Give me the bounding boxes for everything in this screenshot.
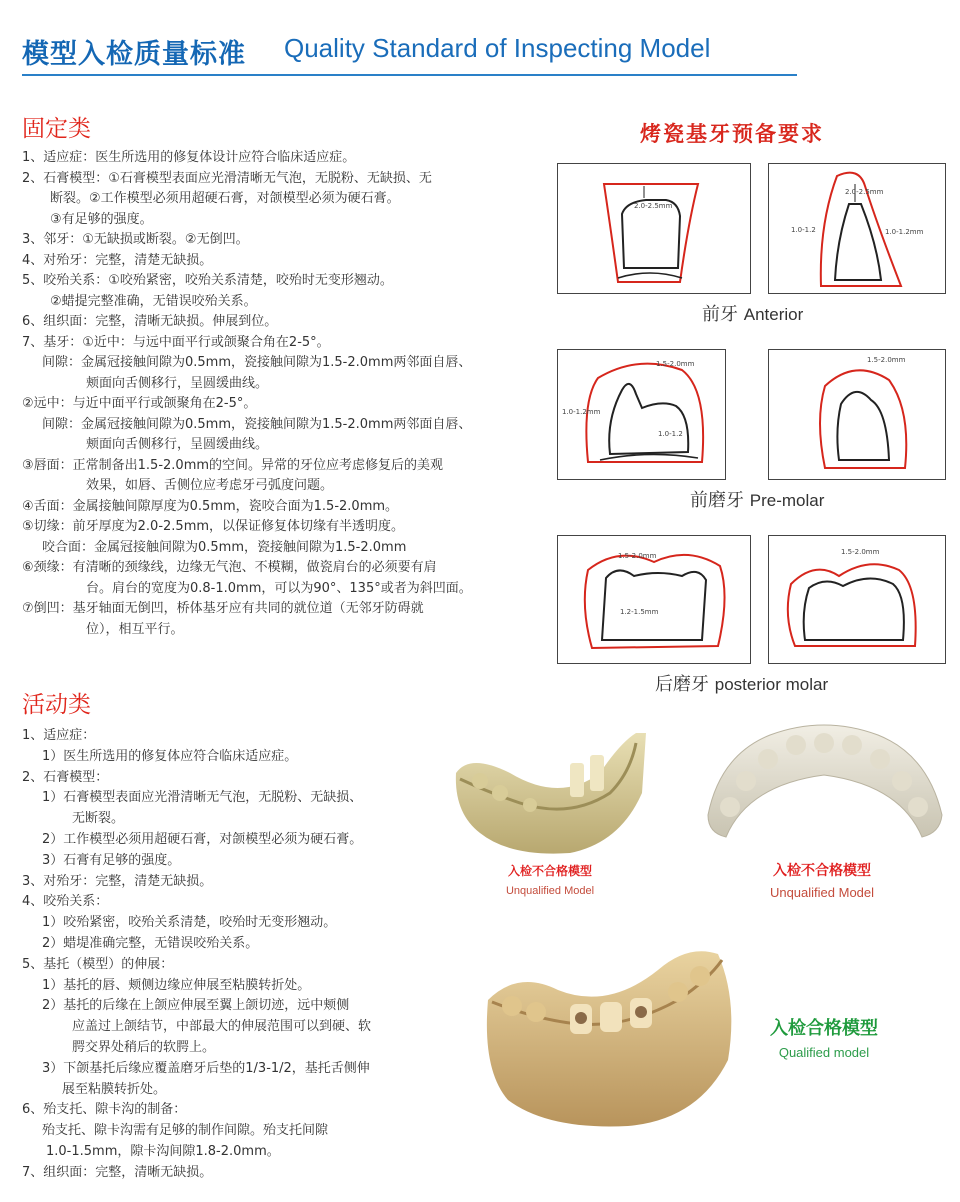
removable-line: 殆支托、隙卡沟需有足够的制作间隙。殆支托间隙 <box>42 1123 329 1139</box>
removable-line: 7、组织面：完整，清晰无缺损。 <box>22 1164 213 1180</box>
qualified-model-photo <box>478 940 740 1130</box>
diagram-molar-buccal <box>557 535 751 664</box>
removable-line: 3、对殆牙：完整，清楚无缺损。 <box>22 873 213 889</box>
measure-label: 2.0-2.5mm <box>634 202 673 210</box>
fixed-line: 咬合面：金属冠接触间隙为0.5mm，瓷接触间隙为1.5-2.0mm <box>42 539 407 555</box>
fixed-line: ⑦倒凹：基牙轴面无倒凹，桥体基牙应有共同的就位道（无邻牙防碍就 <box>22 601 424 616</box>
removable-line: 无断裂。 <box>72 811 125 827</box>
removable-line: 应盖过上颌结节，中部最大的伸展范围可以到硬、软 <box>72 1019 372 1035</box>
fixed-line: 7、基牙：①近中：与远中面平行或颌聚合角在2-5°。 <box>22 334 330 350</box>
removable-line: 2）基托的后缘在上颌应伸展至翼上颌切迹，远中颊侧 <box>42 998 350 1014</box>
unqualified-label-1 <box>470 862 630 897</box>
fixed-line: 1、适应症：医生所选用的修复体设计应符合临床适应症。 <box>22 150 356 165</box>
removable-line: 2、石膏模型： <box>22 769 109 785</box>
header-divider <box>22 74 797 76</box>
fixed-line: ②蜡提完整准确，无错误咬殆关系。 <box>50 293 257 309</box>
caption-en: posterior molar <box>714 675 829 694</box>
fixed-line: 位），相互平行。 <box>86 621 184 637</box>
fixed-line: 颊面向舌侧移行，呈圆缓曲线。 <box>86 437 269 452</box>
diagram-premolar-buccal <box>557 349 726 480</box>
fixed-line: 3、邻牙：①无缺损或断裂。②无倒凹。 <box>22 232 249 247</box>
fixed-line: 间隙：金属冠接触间隙为0.5mm，瓷接触间隙为1.5-2.0mm两邻面自唇、 <box>42 416 472 432</box>
removable-line: 5、基托（模型）的伸展： <box>22 956 174 972</box>
label-zh: 入检不合格模型 <box>773 863 871 879</box>
label-en: Unqualified Model <box>505 885 595 897</box>
caption-en: Anterior <box>743 305 804 324</box>
fixed-requirements-list <box>22 148 472 640</box>
removable-line: 1）医生所选用的修复体应符合临床适应症。 <box>42 748 298 764</box>
fixed-line: 2、石膏模型：①石膏模型表面应光滑清晰无气泡，无脱粉、无缺损、无 <box>22 170 432 186</box>
removable-line: 4、咬殆关系： <box>22 894 109 910</box>
removable-line: 2）蜡堤准确完整，无错误咬殆关系。 <box>42 935 259 951</box>
measure-label: 1.5-2.0mm <box>618 552 657 560</box>
fixed-line: 颊面向舌侧移行，呈圆缓曲线。 <box>86 375 269 391</box>
caption-posterior <box>655 670 828 696</box>
fixed-line: 6、组织面：完整，清晰无缺损。伸展到位。 <box>22 314 278 329</box>
measure-label: 1.2-1.5mm <box>620 608 659 616</box>
label-en: Unqualified Model <box>769 885 875 900</box>
removable-line: 1.0-1.5mm，隙卡沟间隙1.8-2.0mm。 <box>46 1143 280 1159</box>
removable-line: 展至粘膜转折处。 <box>62 1081 167 1097</box>
fixed-line: 断裂。②工作模型必须用超硬石膏，对颌模型必须为硬石膏。 <box>50 191 400 206</box>
caption-zh: 前磨牙 <box>690 490 744 511</box>
page-title-zh: 模型入检质量标准 <box>22 39 246 70</box>
label-zh: 入检合格模型 <box>770 1018 878 1039</box>
page-header <box>22 30 802 76</box>
removable-line: 3）石膏有足够的强度。 <box>42 852 181 868</box>
fixed-line: 5、咬殆关系：①咬殆紧密，咬殆关系清楚，咬殆时无变形翘动。 <box>22 273 393 288</box>
label-en: Qualified model <box>778 1045 870 1060</box>
fixed-line: 间隙：金属冠接触间隙为0.5mm，瓷接触间隙为1.5-2.0mm两邻面自唇、 <box>42 355 472 370</box>
removable-line: 1）基托的唇、颊侧边缘应伸展至粘膜转折处。 <box>42 977 311 993</box>
measure-label: 1.0-1.2mm <box>562 408 601 416</box>
removable-line: 2）工作模型必须用超硬石膏，对颌模型必须为硬石膏。 <box>42 831 363 847</box>
measure-label: 1.0-1.2 <box>791 226 816 234</box>
fixed-line: ⑥颈缘：有清晰的颈缘线，边缘无气泡、不模糊，做瓷肩台的必须要有肩 <box>22 560 437 575</box>
removable-line: 6、殆支托、隙卡沟的制备： <box>22 1102 187 1118</box>
diagram-anterior-labial <box>557 163 751 294</box>
measure-label: 2.0-2.5mm <box>845 188 884 196</box>
unqualified-label-2 <box>742 860 902 900</box>
fixed-line: ④舌面：金属接触间隙厚度为0.5mm，瓷咬合面为1.5-2.0mm。 <box>22 498 399 514</box>
diagram-molar-proximal <box>768 535 946 664</box>
measure-label: 1.5-2.0mm <box>867 356 906 364</box>
fixed-line: ②远中：与近中面平行或颌聚角在2-5°。 <box>22 396 257 411</box>
unqualified-model-photo-2 <box>700 715 948 851</box>
caption-premolar <box>690 486 824 512</box>
measure-label: 1.5-2.0mm <box>656 360 695 368</box>
label-zh: 入检不合格模型 <box>507 864 592 878</box>
fixed-line: 台。肩台的宽度为0.8-1.0mm，可以为90°、135°或者为斜凹面。 <box>86 580 472 596</box>
unqualified-model-photo-1 <box>450 733 650 857</box>
removable-line: 1）石膏模型表面应光滑清晰无气泡，无脱粉、无缺损、 <box>42 790 363 806</box>
removable-line: 1、适应症： <box>22 728 96 743</box>
removable-line: 1）咬殆紧密，咬殆关系清楚，咬殆时无变形翘动。 <box>42 915 337 931</box>
removable-requirements-list <box>22 726 371 1184</box>
diagram-premolar-proximal <box>768 349 946 480</box>
fixed-section-title: 固定类 <box>22 116 91 142</box>
page-title-en: Quality Standard of Inspecting Model <box>284 33 711 63</box>
fixed-line: 4、对殆牙：完整，清楚无缺损。 <box>22 252 213 268</box>
caption-zh: 后磨牙 <box>655 674 709 695</box>
caption-anterior <box>702 300 803 326</box>
measure-label: 1.0-1.2 <box>658 430 683 438</box>
diagram-anterior-proximal <box>768 163 946 294</box>
fixed-line: ⑤切缘：前牙厚度为2.0-2.5mm，以保证修复体切缘有半透明度。 <box>22 519 405 534</box>
fixed-line: ③唇面：正常制备出1.5-2.0mm的空间。异常的牙位应考虑修复后的美观 <box>22 457 444 473</box>
qualified-label <box>744 1014 904 1060</box>
fixed-line: 效果，如唇、舌侧位应考虑牙弓弧度问题。 <box>86 478 334 493</box>
measure-label: 1.5-2.0mm <box>841 548 880 556</box>
diagrams-title: 烤瓷基牙预备要求 <box>640 122 824 146</box>
caption-zh: 前牙 <box>702 304 738 325</box>
fixed-line: ③有足够的强度。 <box>50 211 153 227</box>
removable-line: 3）下颌基托后缘应覆盖磨牙后垫的1/3-1/2，基托舌侧伸 <box>42 1060 370 1076</box>
caption-en: Pre-molar <box>749 491 825 510</box>
removable-section-title: 活动类 <box>22 692 91 718</box>
removable-line: 腭交界处稍后的软腭上。 <box>72 1039 216 1055</box>
measure-label: 1.0-1.2mm <box>885 228 924 236</box>
